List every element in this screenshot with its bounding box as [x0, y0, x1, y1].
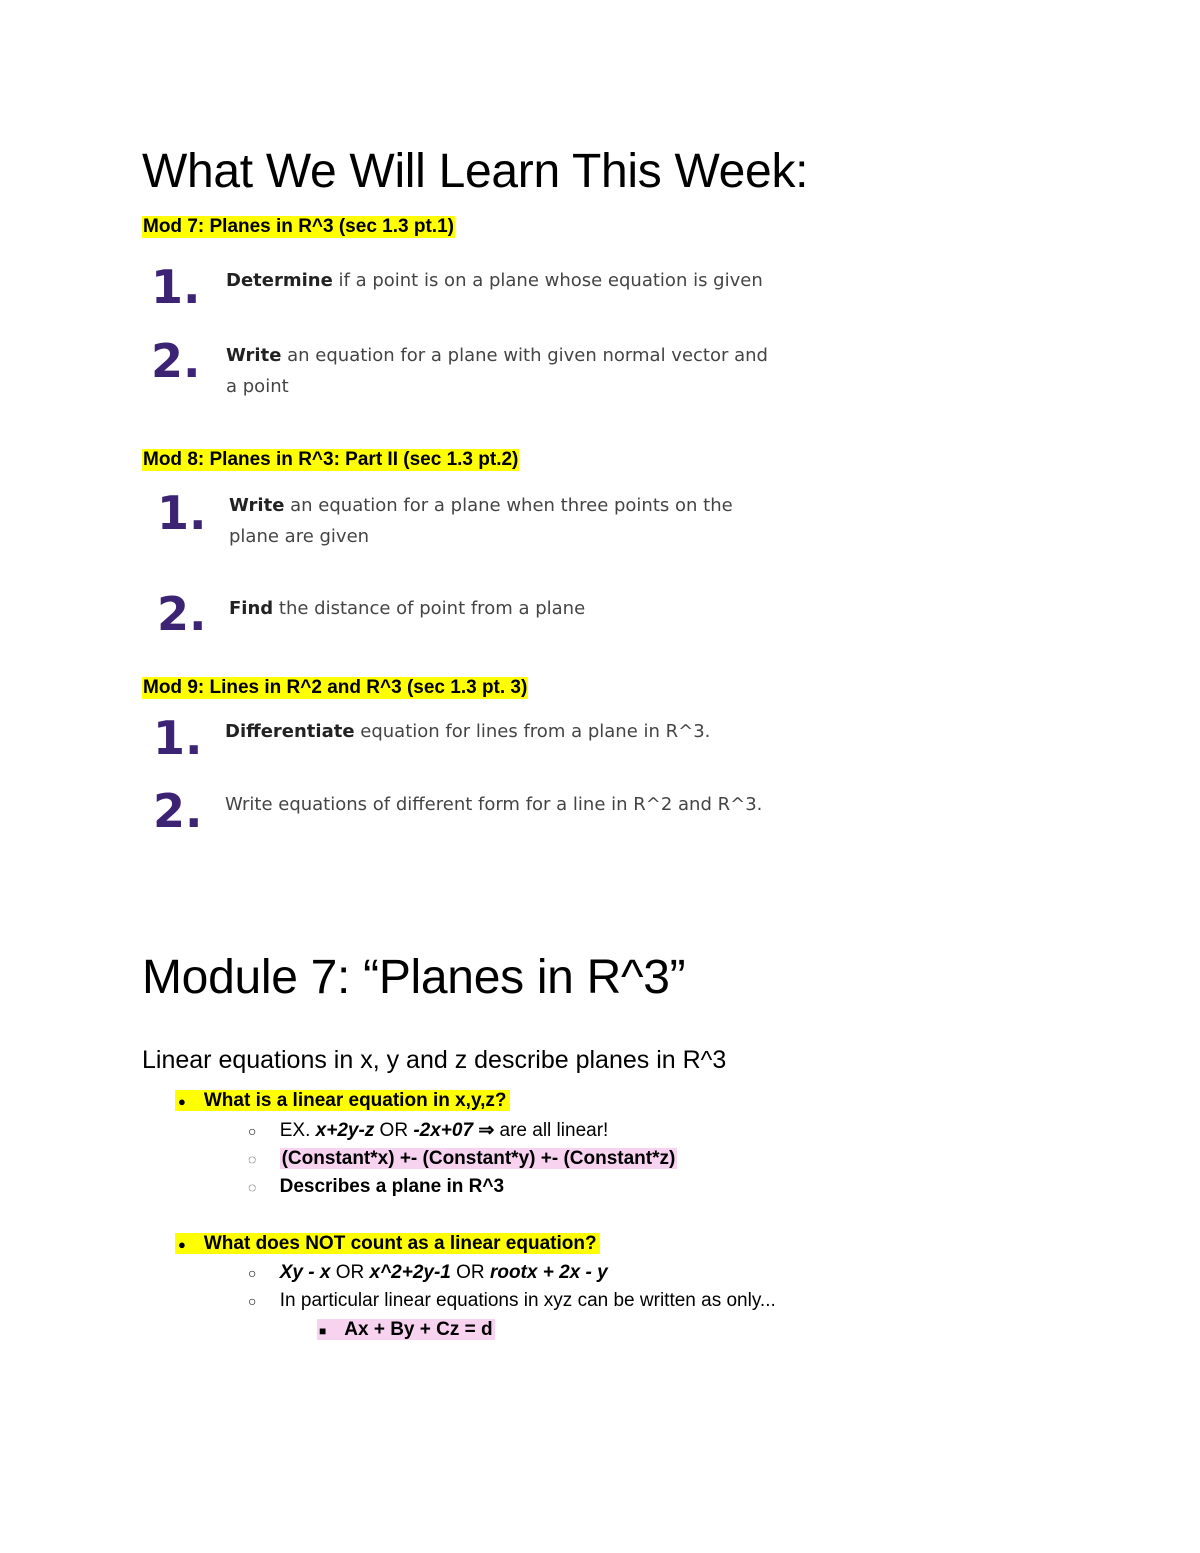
q1-ex-prefix: EX.	[279, 1120, 316, 1141]
mod9-item1-text	[225, 716, 710, 747]
mod7-item2-number: 2.	[151, 334, 201, 388]
q2-example-row	[248, 1262, 608, 1284]
mod7-item1-bold: Determine	[226, 270, 333, 291]
q2-ex-b: x^2+2y-1	[369, 1262, 451, 1283]
square-bullet-icon: ■	[319, 1324, 327, 1338]
mod7-item2-rest2: a point	[226, 376, 289, 397]
q2-particular-row	[248, 1290, 776, 1312]
q2-ex-or2: OR	[450, 1262, 490, 1283]
mod7-item1-text	[226, 265, 763, 296]
mod8-item1-number: 1.	[157, 486, 207, 540]
mod8-item1-rest: an equation for a plane when three points on the	[284, 495, 733, 516]
mod8-heading: Mod 8: Planes in R^3: Part II (sec 1.3 pt.2)	[143, 449, 519, 470]
q2-highlight	[175, 1233, 600, 1254]
q2-form: Ax + By + Cz = d	[344, 1319, 493, 1340]
mod9-item2-rest: Write equations of different form for a line in R^2 and R^3.	[225, 794, 763, 815]
q2-form-highlight	[317, 1319, 495, 1340]
q1-describes: Describes a plane in R^3	[279, 1176, 505, 1197]
q1-ex-suffix: are all linear!	[494, 1120, 609, 1141]
bullet-dot-icon: ●	[178, 1094, 186, 1109]
mod7-heading: Mod 7: Planes in R^3 (sec 1.3 pt.1)	[143, 216, 454, 237]
q2-particular: In particular linear equations in xyz can be written as only...	[279, 1290, 776, 1311]
mod7-item1-number: 1.	[151, 260, 201, 314]
mod8-item2-number: 2.	[157, 587, 207, 641]
hollow-circle-bullet-icon: ○	[248, 1293, 257, 1309]
mod9-heading: Mod 9: Lines in R^2 and R^3 (sec 1.3 pt. 3)	[143, 677, 528, 698]
q2-text: What does NOT count as a linear equation?	[203, 1233, 597, 1254]
dotted-circle-bullet-icon: ◌	[248, 1151, 257, 1167]
q2-ex-c: rootx + 2x - y	[489, 1262, 608, 1283]
mod9-item1-number: 1.	[153, 711, 203, 765]
q1-form-row	[248, 1148, 677, 1170]
mod9-item1-bold: Differentiate	[225, 721, 355, 742]
q1-ex-a: x+2y-z	[315, 1120, 375, 1141]
mod9-item2-number: 2.	[153, 784, 203, 838]
mod7-item1-rest: if a point is on a plane whose equation is given	[332, 270, 763, 291]
mod8-item2-rest: the distance of point from a plane	[273, 598, 586, 619]
mod7-item2-text	[226, 340, 768, 402]
q1-highlight	[175, 1090, 510, 1111]
q1-describes-row	[248, 1176, 504, 1198]
mod8-item1-bold: Write	[229, 495, 285, 516]
q1-text: What is a linear equation in x,y,z?	[203, 1090, 507, 1111]
q1-form: (Constant*x) +- (Constant*y) +- (Constant*z)	[281, 1148, 676, 1169]
q1-example-row	[248, 1120, 608, 1142]
q1-ex-or1: OR	[374, 1120, 414, 1141]
mod9-item2-text	[225, 789, 762, 820]
bullet-dot-icon: ●	[178, 1237, 186, 1252]
mod8-item1-text	[229, 490, 733, 552]
mod7-item2-bold: Write	[226, 345, 282, 366]
q2-row	[175, 1233, 600, 1256]
q2-ex-or1: OR	[330, 1262, 370, 1283]
mod8-item1-rest2: plane are given	[229, 526, 370, 547]
module7-subheading: Linear equations in x, y and z describe planes in R^3	[142, 1046, 727, 1074]
module7-title: Module 7: “Planes in R^3”	[142, 951, 686, 1004]
hollow-circle-bullet-icon: ○	[248, 1265, 257, 1281]
mod8-item2-bold: Find	[229, 598, 274, 619]
q2-form-row	[317, 1319, 495, 1342]
q1-ex-arrow: ⇒	[473, 1120, 495, 1141]
dotted-circle-bullet-icon: ◌	[248, 1179, 257, 1195]
mod8-item2-text	[229, 593, 585, 624]
q1-row	[175, 1090, 510, 1113]
q2-ex-a: Xy - x	[279, 1262, 331, 1283]
hollow-circle-bullet-icon: ○	[248, 1123, 257, 1139]
mod9-item1-rest: equation for lines from a plane in R^3.	[354, 721, 711, 742]
q1-ex-b: -2x+07	[413, 1120, 474, 1141]
page-title: What We Will Learn This Week:	[142, 145, 809, 198]
mod7-item2-rest: an equation for a plane with given normal vector and	[281, 345, 768, 366]
